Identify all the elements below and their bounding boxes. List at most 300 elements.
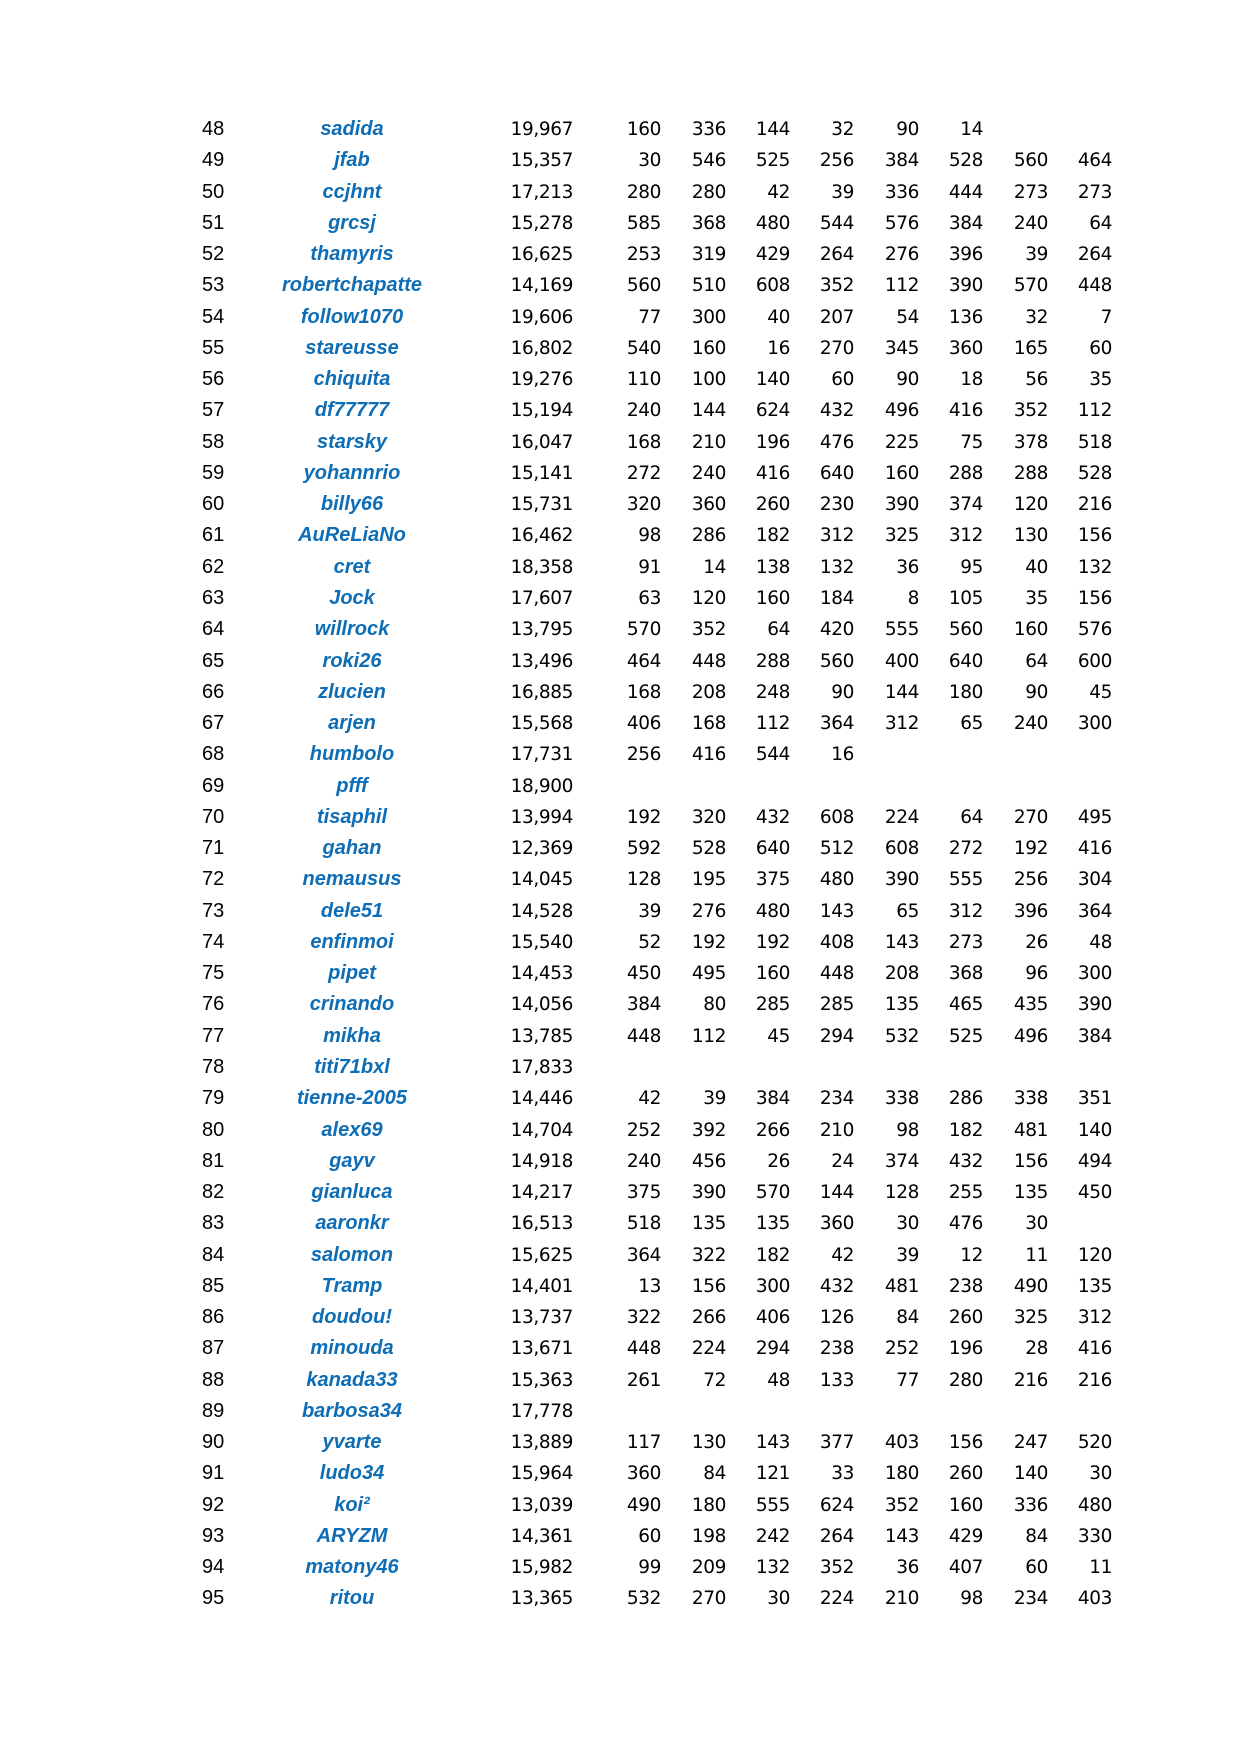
- player-name-link[interactable]: yohannrio: [303, 461, 401, 484]
- score-cell: 17,778: [510, 1400, 573, 1422]
- player-name-link[interactable]: thamyris: [310, 243, 394, 266]
- value-cell: 98: [896, 1119, 919, 1141]
- value-cell: 26: [767, 1150, 790, 1172]
- player-name-link[interactable]: koi²: [334, 1493, 370, 1516]
- rank-cell: 48: [202, 118, 225, 140]
- table-row: [0, 677, 1241, 708]
- value-cell: 24: [831, 1150, 854, 1172]
- score-cell: 15,568: [510, 713, 573, 735]
- value-cell: 98: [638, 525, 661, 547]
- table-row: [0, 1115, 1241, 1146]
- score-cell: 15,625: [510, 1244, 573, 1266]
- player-name-link[interactable]: doudou!: [312, 1306, 392, 1329]
- value-cell: 312: [948, 900, 983, 922]
- value-cell: 576: [884, 212, 919, 234]
- value-cell: 312: [1077, 1307, 1112, 1329]
- player-name-link[interactable]: mikha: [323, 1024, 381, 1047]
- rank-cell: 62: [202, 555, 225, 578]
- player-name-link[interactable]: Jock: [329, 586, 375, 609]
- value-cell: 112: [755, 713, 790, 735]
- player-name-link[interactable]: roki26: [322, 649, 382, 672]
- value-cell: 432: [819, 1275, 854, 1297]
- value-cell: 234: [819, 1088, 854, 1110]
- value-cell: [923, 739, 983, 770]
- rank-cell: 92: [202, 1493, 225, 1516]
- value-cell: 322: [691, 1244, 726, 1266]
- value-cell: [601, 1052, 661, 1083]
- value-cell: 160: [884, 462, 919, 484]
- value-cell: 26: [1025, 931, 1048, 953]
- value-cell: 640: [755, 838, 790, 860]
- value-cell: 36: [896, 556, 919, 578]
- value-cell: 432: [755, 806, 790, 828]
- table-row: [0, 1146, 1241, 1177]
- table-row: [0, 1365, 1241, 1396]
- value-cell: 518: [1077, 431, 1112, 453]
- value-cell: 364: [819, 713, 854, 735]
- score-cell: 13,039: [510, 1494, 573, 1516]
- rank-cell: 67: [202, 712, 225, 735]
- player-name-link[interactable]: matony46: [305, 1556, 399, 1579]
- player-name-link[interactable]: gianluca: [311, 1181, 393, 1204]
- value-cell: 360: [948, 337, 983, 359]
- rank-cell: 57: [202, 399, 225, 422]
- value-cell: 266: [755, 1119, 790, 1141]
- value-cell: [988, 739, 1048, 770]
- rank-cell: 51: [202, 211, 225, 234]
- value-cell: 252: [884, 1338, 919, 1360]
- rank-cell: 52: [202, 243, 225, 266]
- table-row: [0, 1427, 1241, 1458]
- value-cell: 288: [1013, 462, 1048, 484]
- score-cell: 19,967: [510, 119, 573, 140]
- table-row: [0, 989, 1241, 1020]
- value-cell: 36: [896, 1557, 919, 1579]
- value-cell: 208: [884, 963, 919, 985]
- player-name-link[interactable]: cret: [333, 555, 371, 578]
- player-name-link[interactable]: follow1070: [300, 305, 404, 328]
- score-cell: 14,446: [510, 1088, 573, 1110]
- value-cell: 450: [626, 963, 661, 985]
- player-name-link[interactable]: arjen: [328, 712, 376, 735]
- value-cell: 35: [1089, 369, 1112, 391]
- rank-cell: 49: [202, 149, 225, 172]
- value-cell: 294: [755, 1338, 790, 1360]
- score-cell: 14,169: [510, 275, 573, 297]
- value-cell: 210: [884, 1588, 919, 1610]
- value-cell: 198: [691, 1525, 726, 1547]
- table-row: [0, 708, 1241, 739]
- value-cell: 480: [755, 212, 790, 234]
- value-cell: 230: [819, 494, 854, 516]
- value-cell: [1052, 1396, 1112, 1427]
- table-row: [0, 1583, 1241, 1614]
- value-cell: 336: [691, 119, 726, 140]
- value-cell: 130: [691, 1432, 726, 1454]
- value-cell: 135: [1077, 1275, 1112, 1297]
- score-cell: 13,671: [510, 1338, 573, 1360]
- value-cell: 224: [884, 806, 919, 828]
- value-cell: 42: [767, 181, 790, 203]
- rank-cell: 73: [202, 899, 225, 922]
- player-name-link[interactable]: billy66: [320, 493, 384, 516]
- value-cell: 352: [819, 1557, 854, 1579]
- value-cell: 300: [755, 1275, 790, 1297]
- value-cell: 252: [626, 1119, 661, 1141]
- value-cell: 90: [1025, 681, 1048, 703]
- value-cell: 90: [831, 681, 854, 703]
- value-cell: 140: [1077, 1119, 1112, 1141]
- player-name-link[interactable]: salomon: [310, 1243, 394, 1266]
- value-cell: 90: [896, 369, 919, 391]
- value-cell: 270: [691, 1588, 726, 1610]
- value-cell: 510: [691, 275, 726, 297]
- table-row: [0, 239, 1241, 270]
- value-cell: 33: [831, 1463, 854, 1485]
- player-name-link[interactable]: tisaphil: [316, 805, 387, 828]
- value-cell: 135: [1013, 1182, 1048, 1204]
- value-cell: 84: [1025, 1525, 1048, 1547]
- rank-cell: 79: [202, 1087, 225, 1110]
- value-cell: 273: [1077, 181, 1112, 203]
- player-name-link[interactable]: crinando: [309, 993, 395, 1016]
- player-name-link[interactable]: jfab: [334, 149, 370, 172]
- score-cell: 15,964: [510, 1463, 573, 1485]
- value-cell: 476: [948, 1213, 983, 1235]
- value-cell: 480: [755, 900, 790, 922]
- value-cell: 429: [755, 244, 790, 266]
- value-cell: 532: [626, 1588, 661, 1610]
- player-name-link[interactable]: aaronkr: [315, 1212, 389, 1235]
- value-cell: 196: [755, 431, 790, 453]
- value-cell: 448: [691, 650, 726, 672]
- value-cell: [794, 771, 854, 802]
- value-cell: 288: [755, 650, 790, 672]
- player-name-link[interactable]: kanada33: [306, 1368, 398, 1391]
- value-cell: 140: [755, 369, 790, 391]
- value-cell: 77: [638, 306, 661, 328]
- value-cell: 144: [755, 119, 790, 140]
- value-cell: 408: [819, 931, 854, 953]
- value-cell: 403: [884, 1432, 919, 1454]
- value-cell: 256: [1013, 869, 1048, 891]
- value-cell: 336: [1013, 1494, 1048, 1516]
- value-cell: 640: [948, 650, 983, 672]
- player-name-link[interactable]: dele51: [320, 899, 384, 922]
- rank-cell: 50: [202, 180, 225, 203]
- value-cell: 429: [948, 1525, 983, 1547]
- value-cell: 14: [703, 556, 726, 578]
- value-cell: 330: [1077, 1525, 1112, 1547]
- rank-cell: 85: [202, 1274, 225, 1297]
- value-cell: 11: [1089, 1557, 1112, 1579]
- score-cell: 15,540: [510, 931, 573, 953]
- value-cell: 240: [691, 462, 726, 484]
- player-name-link[interactable]: Tramp: [321, 1274, 383, 1297]
- value-cell: [923, 771, 983, 802]
- value-cell: 132: [1077, 556, 1112, 578]
- value-cell: 77: [896, 1369, 919, 1391]
- value-cell: 432: [819, 400, 854, 422]
- value-cell: 272: [948, 838, 983, 860]
- value-cell: 360: [626, 1463, 661, 1485]
- value-cell: 406: [755, 1307, 790, 1329]
- table-row: [0, 1333, 1241, 1364]
- value-cell: 182: [948, 1119, 983, 1141]
- value-cell: 555: [948, 869, 983, 891]
- value-cell: [666, 771, 726, 802]
- value-cell: 384: [948, 212, 983, 234]
- player-name-link[interactable]: stareusse: [305, 336, 399, 359]
- value-cell: 273: [1013, 181, 1048, 203]
- value-cell: 264: [819, 244, 854, 266]
- value-cell: 156: [1013, 1150, 1048, 1172]
- value-cell: 400: [884, 650, 919, 672]
- player-name-link[interactable]: grcsj: [328, 211, 376, 234]
- value-cell: 156: [691, 1275, 726, 1297]
- value-cell: 40: [1025, 556, 1048, 578]
- value-cell: 320: [691, 806, 726, 828]
- value-cell: 168: [691, 713, 726, 735]
- player-name-link[interactable]: barbosa34: [301, 1399, 403, 1422]
- value-cell: 476: [819, 431, 854, 453]
- value-cell: 64: [767, 619, 790, 641]
- score-cell: 19,606: [510, 306, 573, 328]
- value-cell: 60: [638, 1525, 661, 1547]
- value-cell: 135: [755, 1213, 790, 1235]
- table-row: [0, 364, 1241, 395]
- table-row: [0, 739, 1241, 770]
- value-cell: 336: [884, 181, 919, 203]
- value-cell: 84: [703, 1463, 726, 1485]
- value-cell: 403: [1077, 1588, 1112, 1610]
- value-cell: 494: [1077, 1150, 1112, 1172]
- table-row: [0, 270, 1241, 301]
- score-cell: 16,513: [510, 1213, 573, 1235]
- value-cell: [1052, 739, 1112, 770]
- value-cell: 39: [831, 181, 854, 203]
- value-cell: 16: [831, 744, 854, 766]
- value-cell: 224: [691, 1338, 726, 1360]
- value-cell: [730, 1052, 790, 1083]
- value-cell: 30: [1025, 1213, 1048, 1235]
- value-cell: 18: [960, 369, 983, 391]
- table-row: [0, 1083, 1241, 1114]
- value-cell: 11: [1025, 1244, 1048, 1266]
- value-cell: 570: [1013, 275, 1048, 297]
- player-name-link[interactable]: tienne-2005: [296, 1087, 408, 1110]
- value-cell: 496: [1013, 1025, 1048, 1047]
- value-cell: 377: [819, 1432, 854, 1454]
- score-cell: 15,357: [510, 150, 573, 172]
- value-cell: 75: [960, 431, 983, 453]
- value-cell: 96: [1025, 963, 1048, 985]
- rank-cell: 74: [202, 930, 225, 953]
- value-cell: 352: [819, 275, 854, 297]
- table-row: [0, 395, 1241, 426]
- value-cell: 156: [1077, 587, 1112, 609]
- rank-cell: 70: [202, 805, 225, 828]
- value-cell: 30: [896, 1213, 919, 1235]
- value-cell: [730, 771, 790, 802]
- player-name-link[interactable]: pipet: [328, 962, 376, 985]
- player-name-link[interactable]: robertchapatte: [281, 274, 423, 297]
- value-cell: [730, 1396, 790, 1427]
- value-cell: 45: [1089, 681, 1112, 703]
- value-cell: 192: [1013, 838, 1048, 860]
- rank-cell: 82: [202, 1181, 225, 1204]
- value-cell: 84: [896, 1307, 919, 1329]
- value-cell: 64: [1025, 650, 1048, 672]
- value-cell: 32: [831, 119, 854, 140]
- value-cell: 384: [1077, 1025, 1112, 1047]
- player-name-link[interactable]: minouda: [310, 1337, 394, 1360]
- value-cell: 225: [884, 431, 919, 453]
- rank-cell: 94: [202, 1556, 225, 1579]
- value-cell: 180: [884, 1463, 919, 1485]
- value-cell: 238: [819, 1338, 854, 1360]
- player-name-link[interactable]: titi71bxl: [314, 1055, 390, 1078]
- value-cell: 105: [948, 587, 983, 609]
- player-name-link[interactable]: nemausus: [302, 868, 402, 891]
- player-name-link[interactable]: AuReLiaNo: [298, 524, 406, 547]
- value-cell: [601, 771, 661, 802]
- value-cell: 256: [819, 150, 854, 172]
- value-cell: 143: [884, 931, 919, 953]
- value-cell: 90: [896, 119, 919, 140]
- table-row: [0, 145, 1241, 176]
- value-cell: 121: [755, 1463, 790, 1485]
- player-name-link[interactable]: zlucien: [318, 680, 386, 703]
- table-row: [0, 520, 1241, 551]
- player-name-link[interactable]: humbolo: [309, 743, 395, 766]
- player-name-link[interactable]: starsky: [316, 430, 388, 453]
- value-cell: 112: [691, 1025, 726, 1047]
- table-row: [0, 1521, 1241, 1552]
- value-cell: 322: [626, 1307, 661, 1329]
- player-name-link[interactable]: gahan: [322, 837, 382, 860]
- value-cell: 480: [1077, 1494, 1112, 1516]
- value-cell: 432: [948, 1150, 983, 1172]
- value-cell: 48: [767, 1369, 790, 1391]
- value-cell: 72: [703, 1369, 726, 1391]
- value-cell: 16: [767, 337, 790, 359]
- value-cell: 456: [691, 1150, 726, 1172]
- value-cell: 300: [691, 306, 726, 328]
- value-cell: 207: [819, 306, 854, 328]
- value-cell: 390: [1077, 994, 1112, 1016]
- player-name-link[interactable]: chiquita: [313, 368, 391, 391]
- value-cell: 585: [626, 212, 661, 234]
- rank-cell: 54: [202, 305, 225, 328]
- player-name-link[interactable]: sadida: [320, 118, 384, 140]
- value-cell: 135: [691, 1213, 726, 1235]
- value-cell: 540: [626, 337, 661, 359]
- score-cell: 13,785: [510, 1025, 573, 1047]
- value-cell: 266: [691, 1307, 726, 1329]
- value-cell: 592: [626, 838, 661, 860]
- table-row: [0, 1177, 1241, 1208]
- player-name-link[interactable]: gayv: [329, 1149, 375, 1172]
- value-cell: 396: [948, 244, 983, 266]
- value-cell: 608: [755, 275, 790, 297]
- value-cell: 448: [626, 1025, 661, 1047]
- player-name-link[interactable]: ludo34: [319, 1462, 385, 1485]
- value-cell: 240: [626, 1150, 661, 1172]
- value-cell: 364: [626, 1244, 661, 1266]
- value-cell: 624: [819, 1494, 854, 1516]
- value-cell: 570: [626, 619, 661, 641]
- value-cell: 240: [1013, 713, 1048, 735]
- value-cell: 196: [948, 1338, 983, 1360]
- score-cell: 19,276: [510, 369, 573, 391]
- value-cell: [988, 1052, 1048, 1083]
- player-name-link[interactable]: ARYZM: [316, 1524, 388, 1547]
- rank-cell: 53: [202, 274, 225, 297]
- value-cell: 253: [626, 244, 661, 266]
- value-cell: 495: [1077, 806, 1112, 828]
- player-name-link[interactable]: enfinmoi: [310, 930, 394, 953]
- table-row: [0, 208, 1241, 239]
- value-cell: 525: [755, 150, 790, 172]
- value-cell: 14: [960, 119, 983, 140]
- value-cell: 143: [819, 900, 854, 922]
- table-row: [0, 333, 1241, 364]
- table-row: [0, 614, 1241, 645]
- value-cell: 192: [755, 931, 790, 953]
- value-cell: 420: [819, 619, 854, 641]
- ranking-table: [0, 114, 1241, 1615]
- player-name-link[interactable]: ritou: [329, 1587, 375, 1610]
- value-cell: [1052, 1052, 1112, 1083]
- rank-cell: 72: [202, 868, 225, 891]
- player-name-link[interactable]: yvarte: [322, 1431, 382, 1454]
- value-cell: 448: [819, 963, 854, 985]
- value-cell: 406: [626, 713, 661, 735]
- value-cell: 30: [767, 1588, 790, 1610]
- value-cell: 168: [626, 681, 661, 703]
- table-row: [0, 1208, 1241, 1239]
- player-name-link[interactable]: df77777: [314, 399, 390, 422]
- value-cell: 65: [960, 713, 983, 735]
- value-cell: 42: [638, 1088, 661, 1110]
- rank-cell: 69: [202, 774, 225, 797]
- value-cell: 255: [948, 1182, 983, 1204]
- value-cell: 608: [819, 806, 854, 828]
- table-row: [0, 1052, 1241, 1083]
- value-cell: 136: [948, 306, 983, 328]
- player-name-link[interactable]: pfff: [336, 774, 368, 797]
- table-row: [0, 177, 1241, 208]
- value-cell: 435: [1013, 994, 1048, 1016]
- player-name-link[interactable]: ccjhnt: [322, 180, 382, 203]
- score-cell: 12,369: [510, 838, 573, 860]
- value-cell: 392: [691, 1119, 726, 1141]
- value-cell: 7: [1100, 306, 1112, 328]
- rank-cell: 75: [202, 962, 225, 985]
- rank-cell: 83: [202, 1212, 225, 1235]
- player-name-link[interactable]: willrock: [314, 618, 390, 641]
- value-cell: 240: [1013, 212, 1048, 234]
- value-cell: 240: [626, 400, 661, 422]
- value-cell: 416: [1077, 1338, 1112, 1360]
- value-cell: [859, 771, 919, 802]
- player-name-link[interactable]: alex69: [321, 1118, 383, 1141]
- value-cell: 100: [691, 369, 726, 391]
- value-cell: 184: [819, 587, 854, 609]
- value-cell: 570: [755, 1182, 790, 1204]
- value-cell: [794, 1052, 854, 1083]
